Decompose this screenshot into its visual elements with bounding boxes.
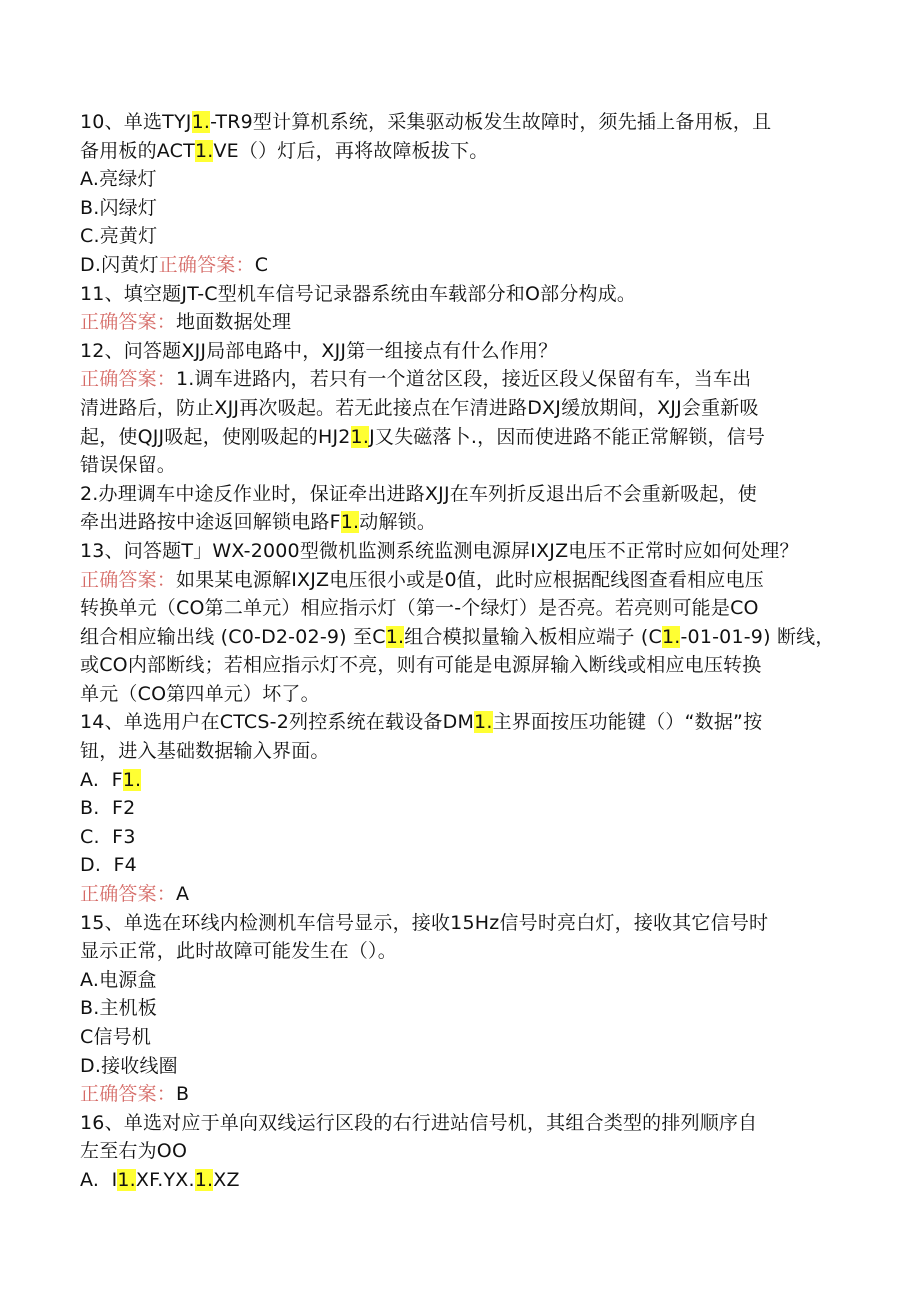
text-segment: 1.调车进路内，若只有一个道岔区段，接近区段乂保留有车，当车出 [176,368,752,391]
text-line [80,280,850,309]
text-segment: 组合模拟量输入板相应端子 (C [404,625,662,648]
text-segment: -01-01-9) 断线， [680,625,835,648]
highlighted-text: 1. [474,711,493,734]
text-segment: D.接收线圈 [80,1054,178,1077]
text-line [80,851,850,880]
text-segment: A. F [80,768,123,791]
answer-label: 正确答案： [80,568,177,591]
highlighted-text: 1. [350,425,370,448]
text-line [80,365,850,394]
text-line [80,537,850,566]
text-segment: C信号机 [80,1026,152,1048]
highlighted-text: 1. [191,111,211,133]
text-line [80,994,850,1023]
text-segment: VE（）灯后，再将故障板拔下。 [213,139,489,162]
text-line [80,880,850,909]
text-line [80,251,850,280]
highlighted-text: 1. [194,139,214,162]
text-segment: 12、问答题XJJ局部电路中，XJJ第一组接点有什么作用？ [80,339,558,362]
text-segment: B.主机板 [80,997,158,1020]
text-segment: 转换单元（CO第二单元）相应指示灯（第一-个绿灯）是否亮。若亮则可能是CO [80,597,759,620]
text-line [80,1080,850,1109]
text-line [80,708,850,737]
text-segment: 起，使QJJ吸起，使刚吸起的HJ2 [80,425,351,448]
text-segment: 15、单选在环线内检测机车信号显示，接收15Hz信号时亮白灯，接收其它信号时 [80,911,769,934]
text-line [80,566,850,595]
text-line [80,108,850,137]
highlighted-text: 1. [340,511,360,534]
answer-label: 正确答案： [158,253,255,276]
text-segment: 如果某电源解IXJZ电压很小或是0值，此时应根据配线图查看相应电压 [176,568,764,591]
text-line [80,137,850,166]
text-line [80,222,850,251]
text-segment: 钮，进入基础数据输入界面。 [80,740,330,763]
text-segment: C. F3 [80,825,136,848]
text-line [80,451,850,480]
text-line [80,623,850,652]
text-segment: A. I [80,1168,118,1191]
highlighted-text: 1. [194,1168,214,1191]
answer-label: 正确答案： [80,883,177,906]
text-segment: 或CO内部断线；若相应指示灯不亮，则有可能是电源屏输入断线或相应电压转换 [80,654,762,677]
text-segment: B [176,1083,190,1106]
text-segment: A [176,883,190,906]
text-segment: 10、单选TYJ [80,111,192,133]
text-line [80,966,850,995]
text-line [80,766,850,795]
text-line [80,165,850,194]
text-line [80,423,850,452]
highlighted-text: 1. [385,625,405,648]
text-segment: 2.办理调车中途反作业时，保证牵出进路XJJ在车列折反退出后不会重新吸起，使 [80,482,757,505]
text-line [80,308,850,337]
text-line [80,651,850,680]
text-line [80,337,850,366]
text-segment: 11、填空题JT-C型机车信号记录器系统由车载部分和O部分构成。 [80,282,637,305]
text-segment: B. F2 [80,797,136,820]
text-line [80,823,850,852]
text-line [80,1052,850,1081]
text-segment: 错误保留。 [80,454,177,477]
highlighted-text: 1. [661,625,681,648]
text-line [80,1166,850,1195]
text-segment: J又失磁落卜.，因而使进路不能正常解锁，信号 [369,425,766,448]
text-segment: C.亮黄灯 [80,225,158,248]
text-segment: D. F4 [80,854,137,877]
text-segment: B.闪绿灯 [80,196,158,219]
text-segment: 显示正常，此时故障可能发生在（）。 [80,940,397,963]
text-segment: 备用板的ACT [80,139,195,162]
text-line [80,594,850,623]
text-segment: C [254,253,269,276]
text-segment: A.电源盒 [80,968,157,991]
text-line [80,909,850,938]
text-line [80,737,850,766]
text-line [80,194,850,223]
answer-label: 正确答案： [80,368,177,391]
text-line [80,794,850,823]
text-segment: D.闪黄灯 [80,253,159,276]
text-line [80,1023,850,1052]
text-line [80,508,850,537]
text-segment: 动解锁。 [359,511,437,534]
text-line [80,1109,850,1138]
text-segment: 单元（CO第四单元）坏了。 [80,682,320,705]
text-segment: XF.YX. [135,1168,195,1191]
text-line [80,680,850,709]
text-segment: A.亮绿灯 [80,168,157,191]
text-segment: XZ [213,1168,240,1191]
text-segment: 清进路后，防止XJJ再次吸起。若无此接点在乍清进路DXJ缓放期间，XJJ会重新吸 [80,396,759,419]
text-segment: -TR9型计算机系统，采集驱动板发生故障时，须先插上备用板，且 [210,111,772,133]
highlighted-text: 1. [122,768,142,791]
text-segment: 地面数据处理 [176,311,292,334]
text-segment: 左至右为OO [80,1140,188,1163]
text-line [80,1137,850,1166]
answer-label: 正确答案： [80,1083,177,1106]
text-line [80,480,850,509]
answer-label: 正确答案： [80,311,177,334]
text-segment: 14、单选用户在CTCS-2列控系统在载设备DM [80,711,475,734]
text-line [80,394,850,423]
highlighted-text: 1. [117,1168,136,1191]
text-segment: 主界面按压功能键（）“数据”按 [492,711,763,734]
text-line [80,937,850,966]
text-segment: 牵出进路按中途返回解锁电路F [80,511,341,534]
text-segment: 组合相应输出线 (C0-D2-02-9) 至C [80,625,386,648]
document-body [80,108,850,1195]
text-segment: 13、问答题T」WX-2000型微机监测系统监测电源屏IXJZ电压不正常时应如何处理？ [80,539,799,562]
text-segment: 16、单选对应于单向双线运行区段的右行进站信号机，其组合类型的排列顺序自 [80,1111,758,1134]
